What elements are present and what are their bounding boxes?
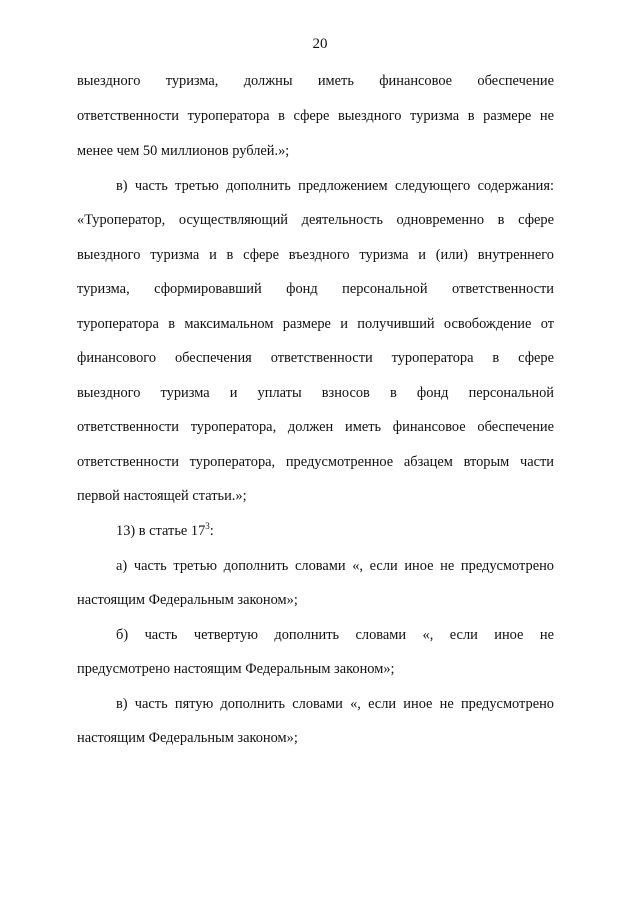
text-line: «Туроператор, осуществляющий деятельность одновременно в сфере [77, 212, 554, 228]
text-line: б) часть четвертую дополнить словами «, если иное не [116, 627, 554, 643]
page-number: 20 [312, 36, 328, 52]
text-line: выездного туризма и в сфере въездного туризма и (или) внутреннего [77, 247, 554, 263]
text-line: выездного туризма, должны иметь финансовое обеспечение [77, 73, 554, 89]
text-line: туризма, сформировавший фонд персональной ответственности [77, 281, 554, 297]
superscript: 3 [205, 521, 210, 532]
section-heading [116, 521, 554, 541]
text-line: в) часть третью дополнить предложением следующего содержания: [116, 178, 554, 194]
text-line: финансового обеспечения ответственности туроператора в сфере [77, 350, 554, 366]
text-line: первой настоящей статьи.»; [77, 488, 247, 504]
text-line: настоящим Федеральным законом»; [77, 730, 298, 746]
text-line: в) часть пятую дополнить словами «, если иное не предусмотрено [116, 696, 554, 712]
section-heading-text: 13) в статье 17 [116, 523, 206, 539]
text-line: менее чем 50 миллионов рублей.»; [77, 143, 290, 159]
text-line: предусмотрено настоящим Федеральным законом»; [77, 661, 395, 677]
text-line: настоящим Федеральным законом»; [77, 592, 298, 608]
section-heading-colon: : [209, 523, 214, 539]
text-line: ответственности туроператора в сфере выездного туризма в размере не [77, 108, 554, 124]
text-line: ответственности туроператора, должен иметь финансовое обеспечение [77, 419, 554, 435]
text-line: ответственности туроператора, предусмотренное абзацем вторым части [77, 454, 554, 470]
text-line: туроператора в максимальном размере и получивший освобождение от [77, 316, 554, 332]
text-line: а) часть третью дополнить словами «, если иное не предусмотрено [116, 558, 554, 574]
text-line: выездного туризма и уплаты взносов в фонд персональной [77, 385, 554, 401]
